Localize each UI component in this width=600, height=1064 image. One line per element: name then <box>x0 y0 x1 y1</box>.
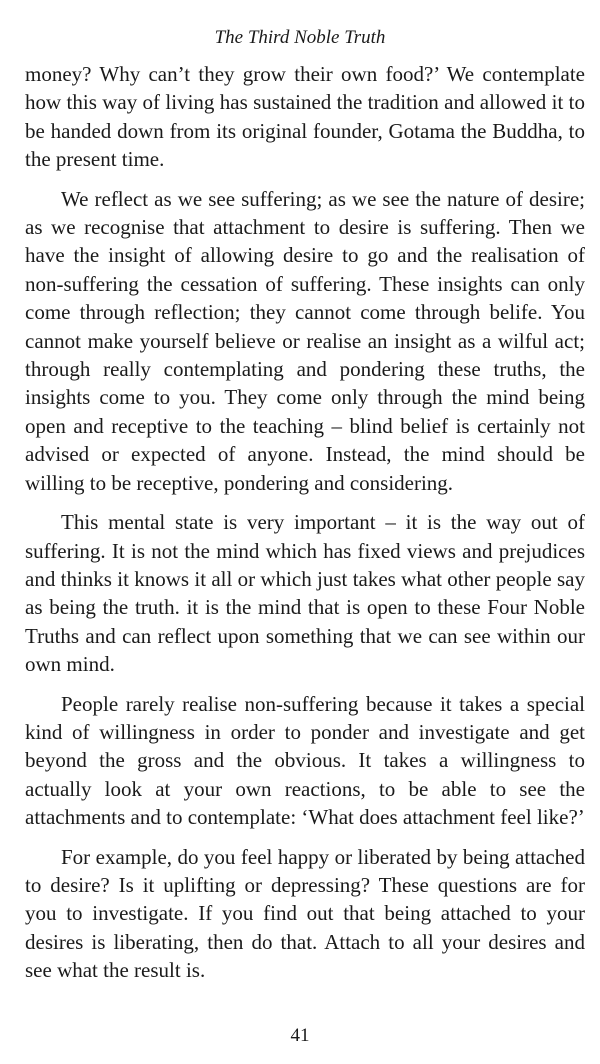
body-text <box>25 60 585 996</box>
paragraph-2: We reflect as we see suffering; as we see the nature of desire; as we recognise that attachment to desire is suffering. Then we have the insight of allowing desire to go and the realisation of non-suffering the cessation of suffering. These insights can only come through reflection; they cannot come through belife. You cannot make yourself believe or realise an insight as a wilful act; through really contemplating and pondering these truths, the insights come to you. They come only through the mind being open and receptive to the teaching – blind belief is certainly not advised or expected of anyone. Instead, the mind should be willing to be receptive, pondering and considering. <box>25 186 585 495</box>
running-head: The Third Noble Truth <box>214 27 386 48</box>
paragraph-1: money? Why can’t they grow their own food?’ We contemplate how this way of living has sustained the tradition and allowed it to be handed down from its original founder, Gotama the Buddha, to the present time. <box>25 62 585 172</box>
paragraph-3: This mental state is very important – it is the way out of suffering. It is not the mind which has fixed views and prejudices and thinks it knows it all or which just takes what other people say as being the truth. it is the mind that is open to these Four Noble Truths and can reflect upon something that we can see within our own mind. <box>25 510 585 677</box>
paragraph-4: People rarely realise non-suffering because it takes a special kind of willingness in order to ponder and investigate and get beyond the gross and the obvious. It takes a willingness to actually look at your own reactions, to be able to see the attachments and to contemplate: ‘What does attachment feel like?’ <box>25 691 585 830</box>
paragraph-5: For example, do you feel happy or liberated by being attached to desire? Is it uplifting or depressing? These questions are for you to investigate. If you find out that being attached to your desires is liberating, then do that. Attach to all your desires and see what the result is. <box>25 844 585 983</box>
page-number: 41 <box>290 1025 310 1046</box>
